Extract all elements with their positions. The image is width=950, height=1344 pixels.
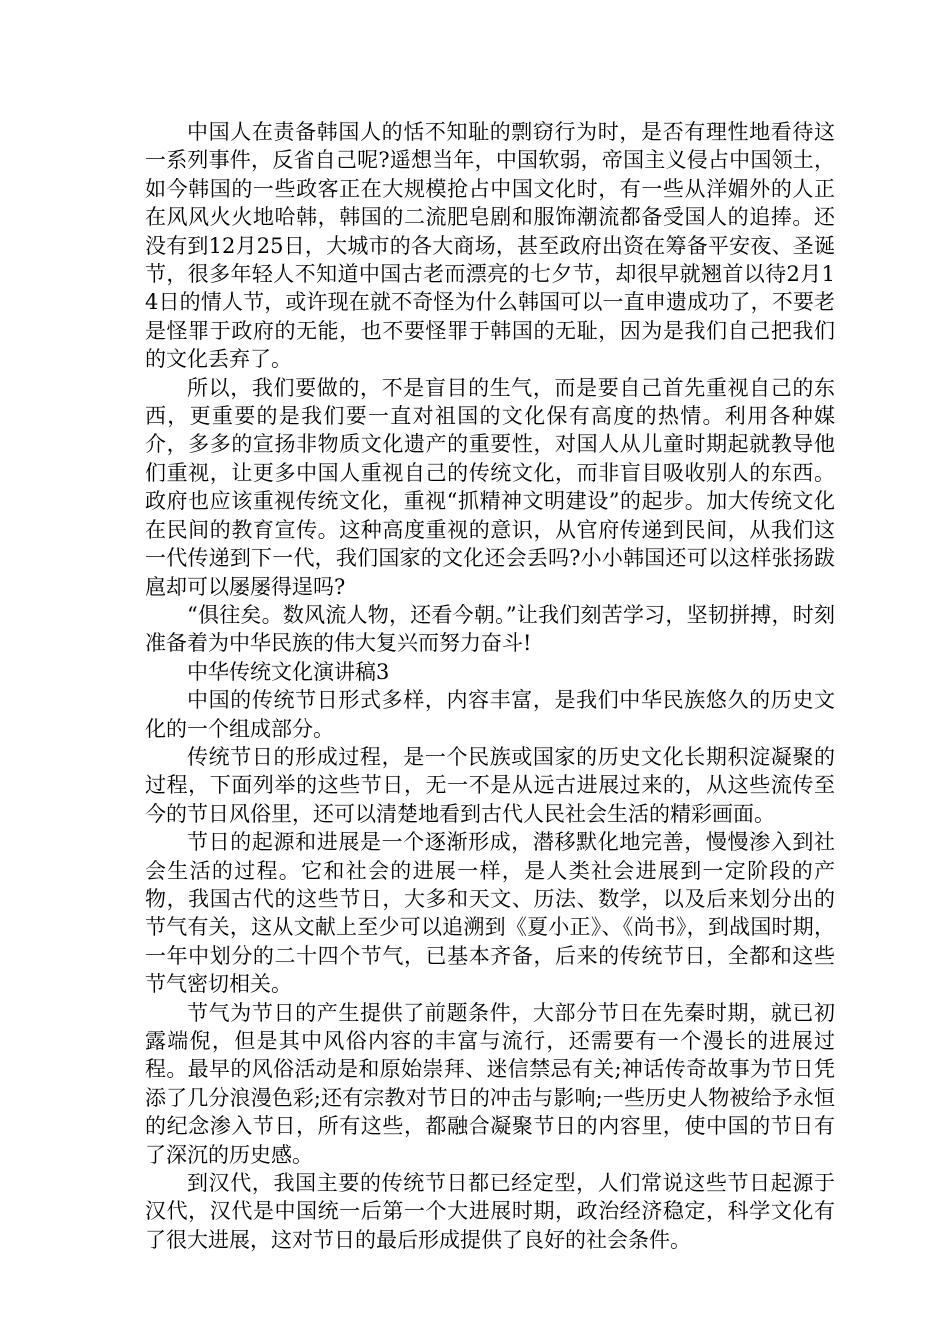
paragraph-5: 传统节日的形成过程，是一个民族或国家的历史文化长期积淀凝聚的过程，下面列举的这些节日，无一不是从远古进展过来的，从这些流传至今的节日风俗里，还可以清楚地看到古代人民社会生活的精彩画面。	[145, 744, 835, 826]
paragraph-4: 中国的传统节日形式多样，内容丰富，是我们中华民族悠久的历史文化的一个组成部分。	[145, 688, 835, 741]
paragraph-6: 节日的起源和进展是一个逐渐形成，潜移默化地完善，慢慢渗入到社会生活的过程。它和社会的进展一样，是人类社会进展到一定阶段的产物，我国古代的这些节日，大多和天文、历法、数学，以及后来划分出的节气有关，这从文献上至少可以追溯到《夏小正》、《尚书》，到战国时期，一年中划分的二十四个节气，已基本齐备，后来的传统节日，全都和这些节气密切相关。	[145, 830, 835, 997]
paragraph-8: 到汉代，我国主要的传统节日都已经定型，人们常说这些节日起源于汉代，汉代是中国统一后第一个大进展时期，政治经济稳定，科学文化有了很大进展，这对节日的最后形成提供了良好的社会条件。	[145, 1171, 835, 1252]
paragraph-1: 中国人在责备韩国人的恬不知耻的剽窃行为时，是否有理性地看待这一系列事件，反省自己呢?遥想当年，中国软弱，帝国主义侵占中国领土，如今韩国的一些政客正在大规模抢占中国文化时，有一些从洋媚外的人正在风风火火地哈韩，韩国的二流肥皂剧和服饰潮流都备受国人的追捧。还没有到12月25日，大城市的各大商场，甚至政府出资在筹备平安夜、圣诞节，很多年轻人不知道中国古老而漂亮的七夕节，却很早就翘首以待2月14日的情人节，或许现在就不奇怪为什么韩国可以一直申遗成功了，不要老是怪罪于政府的无能，也不要怪罪于韩国的无耻，因为是我们自己把我们的文化丢弃了。	[145, 120, 835, 372]
paragraph-2: 所以，我们要做的，不是盲目的生气，而是要自己首先重视自己的东西，更重要的是我们要一直对祖国的文化保有高度的热情。利用各种媒介，多多的宣扬非物质文化遗产的重要性，对国人从儿童时期起就教导他们重视，让更多中国人重视自己的传统文化，而非盲目吸收别人的东西。政府也应该重视传统文化，重视“抓精神文明建设”的起步。加大传统文化在民间的教育宣传。这种高度重视的意识，从官府传递到民间，从我们这一代传递到下一代，我们国家的文化还会丢吗?小小韩国还可以这样张扬跋扈却可以屡屡得逞吗?	[145, 375, 835, 599]
document-page	[145, 118, 835, 1254]
section-heading: 中华传统文化演讲稿3	[187, 659, 390, 684]
paragraph-3: “俱往矣。数风流人物，还看今朝。”让我们刻苦学习，坚韧拼搏，时刻准备着为中华民族的伟大复兴而努力奋斗!	[145, 602, 835, 656]
paragraph-7: 节气为节日的产生提供了前题条件，大部分节日在先秦时期，就已初露端倪，但是其中风俗内容的丰富与流行，还需要有一个漫长的进展过程。最早的风俗活动是和原始崇拜、迷信禁忌有关;神话传奇故事为节日凭添了几分浪漫色彩;还有宗教对节日的冲击与影响;一些历史人物被给予永恒的纪念渗入节日，所有这些，都融合凝聚节日的内容里，使中国的节日有了深沉的历史感。	[145, 1000, 835, 1167]
